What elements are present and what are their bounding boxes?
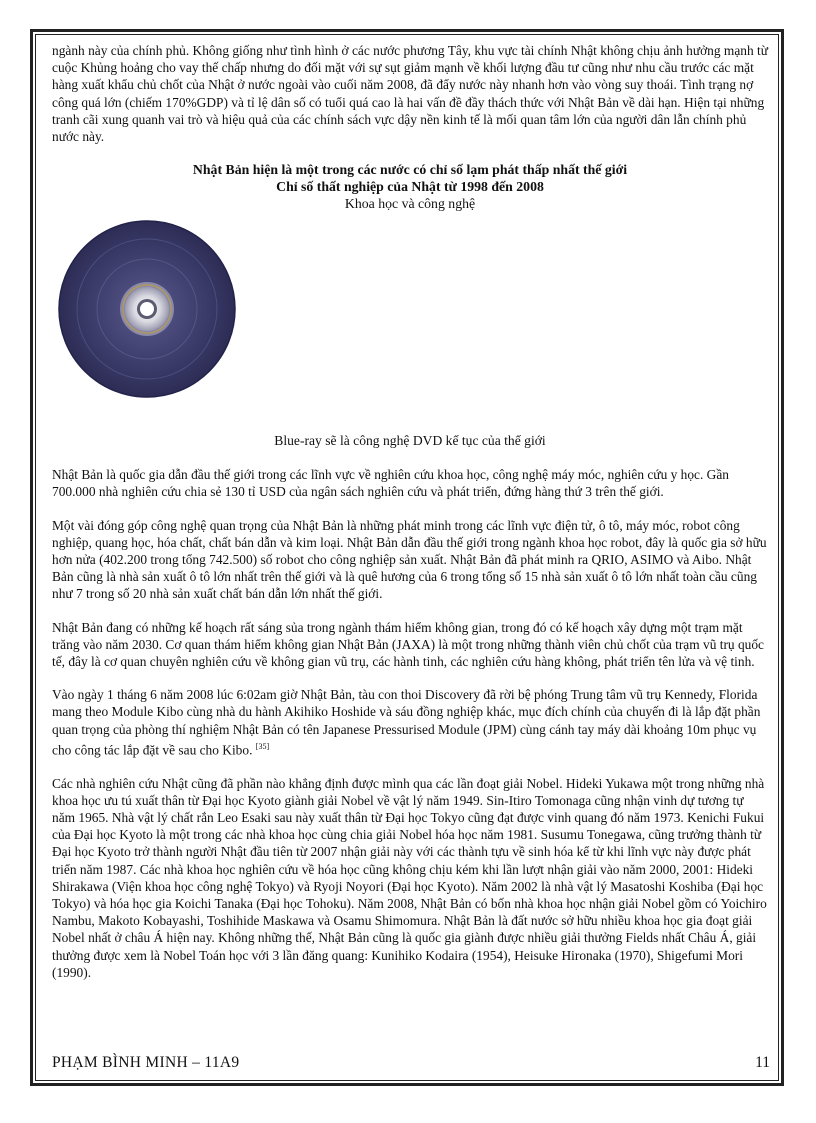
page-number: 11 xyxy=(755,1054,770,1071)
paragraph-discovery xyxy=(52,686,768,758)
page-footer xyxy=(52,1054,770,1074)
figure xyxy=(52,212,768,432)
paragraph-discovery-text: Vào ngày 1 tháng 6 năm 2008 lúc 6:02am giờ Nhật Bản, tàu con thoi Discovery đã rời bệ phóng Trung tâm vũ trụ Kennedy, Florida mang theo Module Kibo cùng nhà du hành Akihiko Hoshide và sáu đồng nghiệp khác, mục đích chính của chuyến đi là lắp đặt phần quan trọng của phòng thí nghiệm Nhật Bản có tên Japanese Pressurised Module (JPM) cùng cánh tay máy dài khoảng 10m phục vụ cho công tác lắp đặt về sau cho Kibo. xyxy=(52,687,761,758)
paragraph-research: Nhật Bản là quốc gia dẫn đầu thế giới trong các lĩnh vực về nghiên cứu khoa học, công nghệ máy móc, nghiên cứu y học. Gần 700.000 nhà nghiên cứu chia sẻ 130 tỉ USD của ngân sách nghiên cứu và phát triển, đứng hàng thứ 3 trên thế giới. xyxy=(52,467,729,500)
paragraph-nobel: Các nhà nghiên cứu Nhật cũng đã phần nào khẳng định được mình qua các lần đoạt giải Nobel. Hideki Yukawa một trong những nhà khoa học ưu tú xuất thân từ Đại học Kyoto giành giải Nobel về vật lý năm 1949. Sin-Itiro Tomonaga cũng nhận vinh dự tương tự năm 1965. Nhà vật lý chất rắn Leo Esaki sau này xuất thân từ Đại học Tokyo cũng đạt được vinh quang đó năm 1973. Kenichi Fukui của Đại học Kyoto là một trong các nhà khoa học cùng chia giải Nobel hóa học năm 1981. Susumu Tonegawa, cũng trưởng thành từ Đại học Kyoto trở thành người Nhật đầu tiên từ 2007 nhận giải này với các thành tựu về sinh hóa kể từ khi lĩnh vực này được phát triển năm 1987. Các nhà khoa học nghiên cứu về hóa học cũng không chịu kém khi lần lượt nhận giải vào năm 2000, 2001: Hideki Shirakawa (Viện khoa học công nghệ Tokyo) và Ryoji Noyori (Đại học Kyoto). Năm 2002 là nhà vật lý Masatoshi Koshiba (Đại học Tokyo) và hóa học gia Koichi Tanaka (Đại học Tohoku). Năm 2008, Nhật Bản có bốn nhà khoa học nhận giải Nobel gồm có Yoichiro Nambu, Makoto Kobayashi, Toshihide Maskawa và Osamu Shimomura. Nhật Bản là đất nước sở hữu nhiều khoa học gia đoạt giải Nobel nhất ở châu Á hiện nay. Không những thế, Nhật Bản cũng là quốc gia giành được nhiều giải thưởng Fields nhất Châu Á, giải thưởng được xem là Nobel Toán học với 3 lần đăng quang: Kunihiko Kodaira (1954), Heisuke Hironaka (1970), Shigefumi Mori (1990). xyxy=(52,775,767,980)
paragraph-intro: ngành này của chính phủ. Không giống như tình hình ở các nước phương Tây, khu vực tài chính Nhật không chịu ảnh hưởng mạnh từ cuộc Khủng hoảng cho vay thế chấp nhưng do đối mặt với sự sụt giảm mạnh về khối lượng đầu tư cũng như nhu cầu trước các mặt hàng xuất khẩu chủ chốt của Nhật ở nước ngoài vào cuối năm 2008, đã đẩy nước này nhanh hơn vào vòng suy thoái. Tình trạng nợ công quá lớn (chiếm 170%GDP) và tỉ lệ dân số có tuổi quá cao là hai vấn đề đầy thách thức với Nhật Bản về dài hạn. Hiện tại những tranh cãi xung quanh vai trò và hiệu quả của các chính sách vực dậy nền kinh tế là mối quan tâm lớn của người dân lẫn chính phủ nước này. xyxy=(52,43,768,145)
paragraph-space: Nhật Bản đang có những kế hoạch rất sáng sủa trong ngành thám hiểm không gian, trong đó có kế hoạch xây dựng một trạm mặt trăng vào năm 2030. Cơ quan thám hiểm không gian Nhật Bản (JAXA) là một trong những thành viên chủ chốt của trạm vũ trụ quốc tế, đây là cơ quan chuyên nghiên cứu về không gian vũ trụ, các hành tinh, các nghiên cứu hàng không, phát triển tên lửa và vệ tinh. xyxy=(52,619,764,670)
bluray-disc-image xyxy=(58,220,236,398)
footer-author: PHẠM BÌNH MINH – 11A9 xyxy=(52,1054,240,1071)
page-content xyxy=(52,42,768,981)
heading-inflation: Nhật Bản hiện là một trong các nước có chỉ số lạm phát thấp nhất thế giới xyxy=(192,162,628,178)
section-title: Khoa học và công nghệ xyxy=(344,196,476,212)
heading-unemployment: Chỉ số thất nghiệp của Nhật từ 1998 đến 2008 xyxy=(276,179,544,195)
figure-caption: Blue-ray sẽ là công nghệ DVD kế tục của thế giới xyxy=(274,433,546,449)
paragraph-contributions: Một vài đóng góp công nghệ quan trọng của Nhật Bản là những phát minh trong các lĩnh vực điện tử, ô tô, máy móc, robot công nghiệp, quang học, hóa chất, chất bán dẫn và kim loại. Nhật Bản dẫn đầu thế giới trong ngành khoa học robot, đây là quốc gia sở hữu hơn nửa (402.200 trong tổng 742.500) số robot cho công nghiệp sản xuất. Nhật Bản đã phát minh ra QRIO, ASIMO và Aibo. Nhật Bản cũng là nhà sản xuất ô tô lớn nhất trên thế giới và là quê hương của 6 trong tổng số 15 nhà sản xuất ô tô lớn nhất toàn cầu cũng như 7 trong số 20 nhà sản xuất chất bán dẫn lớn nhất thế giới. xyxy=(52,517,767,602)
citation-ref[interactable]: [35] xyxy=(255,741,270,751)
